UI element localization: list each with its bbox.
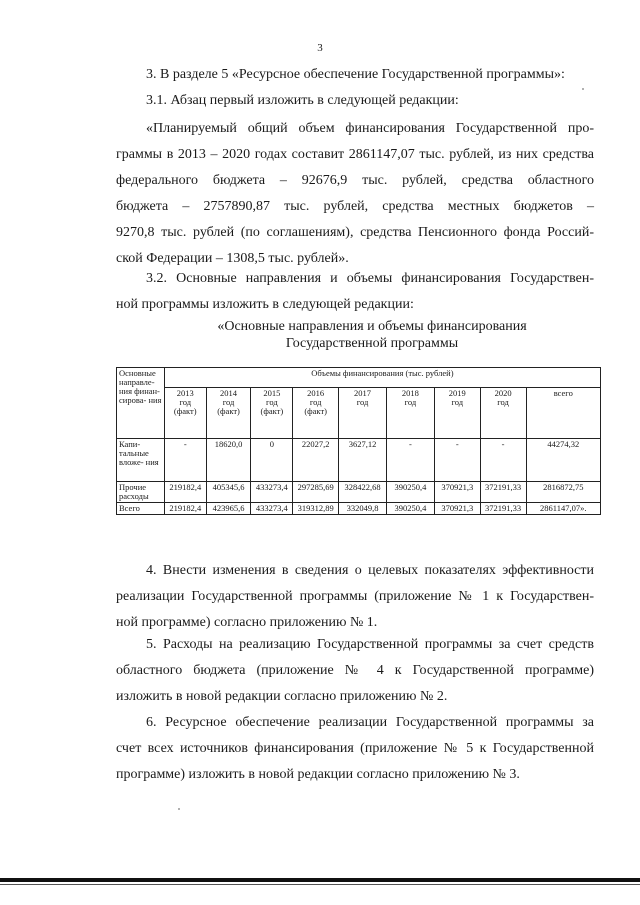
table-cell: 2816872,75 (526, 482, 600, 503)
text-line: ной программе) согласно приложению № 1. (116, 615, 378, 630)
table-cell: 423965,6 (206, 503, 251, 515)
row-label: Прочие расходы (117, 482, 165, 503)
text-line: 4. Внести изменения в сведения о целевых показателях эффективности (146, 563, 594, 578)
table-cell: 433273,4 (251, 503, 293, 515)
table-cell: 328422,68 (339, 482, 387, 503)
table-row (117, 503, 601, 515)
table-title-line-1: «Основные направления и объемы финансирования (217, 319, 527, 334)
table-cell: - (434, 439, 480, 482)
table-header-row (117, 368, 601, 388)
header-year: 2018 год (386, 388, 434, 439)
paragraph-item-6 (116, 710, 594, 788)
financing-table (116, 367, 601, 515)
scan-edge-bar (0, 878, 640, 882)
table-cell: 370921,3 (434, 482, 480, 503)
text-line: бюджета – 2757890,87 тыс. рублей, средства местных бюджетов – (116, 199, 594, 214)
paragraph-3-2 (116, 266, 594, 318)
scan-edge-line (0, 884, 640, 885)
table-cell: 390250,4 (386, 503, 434, 515)
paragraph-item-5 (116, 632, 594, 710)
table-cell: 219182,4 (164, 482, 206, 503)
header-year: 2016 год (факт) (293, 388, 339, 439)
page-number: 3 (317, 42, 323, 54)
text-line: 3.2. Основные направления и объемы финансирования Государствен- (146, 271, 594, 286)
header-year: 2015 год (факт) (251, 388, 293, 439)
text-line: счет всех источников финансирования (приложение № 5 к Государственной (116, 741, 594, 756)
table-cell: 372191,33 (480, 503, 526, 515)
header-year: 2019 год (434, 388, 480, 439)
header-total: всего (526, 388, 600, 439)
text-line: федерального бюджета – 92676,9 тыс. рублей, средства областного (116, 173, 594, 188)
table-cell: 2861147,07». (526, 503, 600, 515)
text-line: «Планируемый общий объем финансирования Государственной про- (146, 121, 594, 136)
header-year: 2013 год (факт) (164, 388, 206, 439)
table-title (116, 318, 628, 352)
table-cell: 370921,3 (434, 503, 480, 515)
table-cell: 332049,8 (339, 503, 387, 515)
table-cell: 0 (251, 439, 293, 482)
text-line: ской Федерации – 1308,5 тыс. рублей». (116, 251, 349, 266)
table-cell: 390250,4 (386, 482, 434, 503)
table-title-line-2: Государственной программы (285, 336, 459, 351)
table-cell: 319312,89 (293, 503, 339, 515)
table-cell: 433273,4 (251, 482, 293, 503)
text-line: ной программы изложить в следующей редакции: (116, 297, 414, 312)
text-line: 5. Расходы на реализацию Государственной программы за счет средств (146, 637, 594, 652)
table-cell: 372191,33 (480, 482, 526, 503)
paragraph-section-5: 3. В разделе 5 «Ресурсное обеспечение Государственной программы»: (146, 67, 565, 82)
table-cell: 44274,32 (526, 439, 600, 482)
table-cell: - (480, 439, 526, 482)
text-line: изложить в новой редакции согласно приложению № 2. (116, 689, 448, 704)
text-line: 9270,8 тыс. рублей (по соглашениям), средства Пенсионного фонда Россий- (116, 225, 594, 240)
header-year: 2020 год (480, 388, 526, 439)
paragraph-financing-volume (116, 116, 594, 272)
table-cell: 18620,0 (206, 439, 251, 482)
text-line: реализации Государственной программы (приложение № 1 к Государствен- (116, 589, 594, 604)
table-years-row (117, 388, 601, 439)
table-cell: - (386, 439, 434, 482)
row-label: Капи- тальные вложе- ния (117, 439, 165, 482)
header-directions: Основные направле- ния финан- сирова- ния (117, 368, 165, 439)
table-cell: 219182,4 (164, 503, 206, 515)
header-year: 2014 год (факт) (206, 388, 251, 439)
table-row (117, 439, 601, 482)
table-cell: 297285,69 (293, 482, 339, 503)
scan-speck (582, 88, 584, 90)
paragraph-3-1: 3.1. Абзац первый изложить в следующей редакции: (146, 93, 459, 108)
table-cell: 22027,2 (293, 439, 339, 482)
scan-speck (178, 808, 180, 810)
header-volumes: Объемы финансирования (тыс. рублей) (164, 368, 600, 388)
paragraph-item-4 (116, 558, 594, 636)
header-year: 2017 год (339, 388, 387, 439)
text-line: 6. Ресурсное обеспечение реализации Государственной программы за (146, 715, 594, 730)
table-cell: - (164, 439, 206, 482)
text-line: граммы в 2013 – 2020 годах составит 2861147,07 тыс. рублей, из них средства (116, 147, 594, 162)
row-label: Всего (117, 503, 165, 515)
table-cell: 3627,12 (339, 439, 387, 482)
table-cell: 405345,6 (206, 482, 251, 503)
text-line: программе) изложить в новой редакции согласно приложению № 3. (116, 767, 520, 782)
text-line: областного бюджета (приложение № 4 к Государственной программе) (116, 663, 594, 678)
table-row (117, 482, 601, 503)
